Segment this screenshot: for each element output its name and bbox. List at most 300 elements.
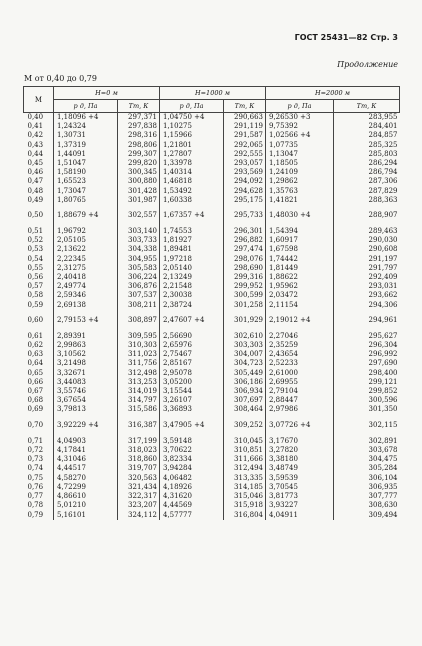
table-row — [24, 446, 400, 455]
table-row — [24, 255, 400, 264]
table-row — [24, 405, 400, 414]
temperature-cell: 306,876 — [118, 282, 160, 291]
column-m: М — [24, 87, 54, 113]
pressure-cell: 1,97218 — [160, 255, 224, 264]
pressure-cell: 3,48749 — [266, 464, 334, 473]
pressure-cell: 1,29862 — [266, 177, 334, 186]
pressure-cell: 3,70622 — [160, 446, 224, 455]
pressure-cell: 1,88622 — [266, 273, 334, 282]
temperature-cell: 322,317 — [118, 492, 160, 501]
pressure-cell: 2,22345 — [54, 255, 118, 264]
temperature-cell: 304,475 — [334, 455, 400, 464]
pressure-cell: 3,44083 — [54, 378, 118, 387]
temperature-cell: 311,023 — [118, 350, 160, 359]
pressure-cell: 1,88679 +4 — [54, 205, 118, 227]
temperature-cell: 294,961 — [334, 310, 400, 332]
temperature-cell: 309,252 — [224, 415, 266, 437]
temperature-cell: 301,350 — [334, 405, 400, 414]
temperature-cell: 287,306 — [334, 177, 400, 186]
temperature-cell: 293,031 — [334, 282, 400, 291]
pressure-cell: 1,41821 — [266, 196, 334, 205]
pressure-cell: 2,79104 — [266, 387, 334, 396]
temperature-cell: 299,307 — [118, 150, 160, 159]
temperature-cell: 299,121 — [334, 378, 400, 387]
temperature-cell: 295,175 — [224, 196, 266, 205]
pressure-cell: 1,96792 — [54, 227, 118, 236]
pressure-cell: 2,38724 — [160, 301, 224, 310]
pressure-cell: 2,19012 +4 — [266, 310, 334, 332]
pressure-cell: 1,81927 — [160, 236, 224, 245]
pressure-cell: 1,13047 — [266, 150, 334, 159]
temperature-cell: 308,897 — [118, 310, 160, 332]
pressure-cell: 1,35763 — [266, 187, 334, 196]
pressure-cell: 3,59148 — [160, 437, 224, 446]
table-row — [24, 159, 400, 168]
pressure-cell: 3,10562 — [54, 350, 118, 359]
temperature-cell: 298,806 — [118, 141, 160, 150]
pressure-cell: 1,74553 — [160, 227, 224, 236]
temperature-cell: 299,852 — [334, 387, 400, 396]
pressure-cell: 1,67598 — [266, 245, 334, 254]
temperature-cell: 318,860 — [118, 455, 160, 464]
pressure-cell: 3,70545 — [266, 483, 334, 492]
temperature-cell: 300,345 — [118, 168, 160, 177]
temperature-cell: 297,371 — [118, 113, 160, 123]
temperature-cell: 306,224 — [118, 273, 160, 282]
table-row — [24, 227, 400, 236]
mach-cell: 0,49 — [27, 195, 44, 204]
table-row — [24, 350, 400, 359]
pressure-cell: 3,17670 — [266, 437, 334, 446]
temperature-cell: 314,185 — [224, 483, 266, 492]
mach-cell: 0,63 — [27, 350, 44, 359]
temperature-cell: 304,338 — [118, 245, 160, 254]
pressure-cell: 2,89391 — [54, 332, 118, 341]
table-row — [24, 492, 400, 501]
mach-cell: 0,56 — [27, 273, 44, 282]
pressure-cell: 1,89481 — [160, 245, 224, 254]
pressure-cell: 1,48030 +4 — [266, 205, 334, 227]
mach-cell: 0,74 — [27, 464, 44, 473]
pressure-cell: 4,17841 — [54, 446, 118, 455]
temperature-cell: 291,197 — [334, 255, 400, 264]
temperature-cell: 310,045 — [224, 437, 266, 446]
table-row — [24, 387, 400, 396]
pressure-cell: 4,04911 — [266, 510, 334, 520]
pressure-cell: 4,58270 — [54, 474, 118, 483]
table-row — [24, 141, 400, 150]
table-row — [24, 131, 400, 140]
pressure-cell: 2,61000 — [266, 369, 334, 378]
mach-cell: 0,45 — [27, 159, 44, 168]
temperature-cell: 315,918 — [224, 501, 266, 510]
temperature-cell: 303,733 — [118, 236, 160, 245]
temperature-cell: 297,474 — [224, 245, 266, 254]
table-row — [24, 437, 400, 446]
pressure-cell: 2,65976 — [160, 341, 224, 350]
pressure-cell: 4,18926 — [160, 483, 224, 492]
temperature-cell: 305,583 — [118, 264, 160, 273]
temperature-cell: 298,690 — [224, 264, 266, 273]
pressure-cell: 2,99863 — [54, 341, 118, 350]
pressure-cell: 2,75467 — [160, 350, 224, 359]
temperature-cell: 305,284 — [334, 464, 400, 473]
pressure-cell: 2,40418 — [54, 273, 118, 282]
mach-cell: 0,78 — [27, 501, 44, 510]
temperature-cell: 291,119 — [224, 122, 266, 131]
pressure-cell: 5,01210 — [54, 501, 118, 510]
temperature-cell: 297,690 — [334, 359, 400, 368]
temperature-cell: 300,596 — [334, 396, 400, 405]
temperature-cell: 300,880 — [118, 177, 160, 186]
pressure-cell: 1,24324 — [54, 122, 118, 131]
pressure-cell: 2,11154 — [266, 301, 334, 310]
temperature-cell: 315,046 — [224, 492, 266, 501]
pressure-cell: 2,27046 — [266, 332, 334, 341]
table-row — [24, 464, 400, 473]
pressure-cell: 2,31275 — [54, 264, 118, 273]
temperature-cell: 306,104 — [334, 474, 400, 483]
temperature-cell: 302,115 — [334, 415, 400, 437]
pressure-cell: 2,13622 — [54, 245, 118, 254]
table-row — [24, 177, 400, 186]
pressure-cell: 2,43654 — [266, 350, 334, 359]
pressure-cell: 1,44091 — [54, 150, 118, 159]
pressure-cell: 2,05105 — [54, 236, 118, 245]
temperature-cell: 301,258 — [224, 301, 266, 310]
temperature-cell: 321,434 — [118, 483, 160, 492]
temperature-cell: 313,335 — [224, 474, 266, 483]
mach-cell: 0,47 — [27, 177, 44, 186]
temperature-cell: 305,449 — [224, 369, 266, 378]
temperature-cell: 302,891 — [334, 437, 400, 446]
pressure-cell: 2,52233 — [266, 359, 334, 368]
pressure-cell: 2,13249 — [160, 273, 224, 282]
temperature-cell: 308,211 — [118, 301, 160, 310]
pressure-cell: 3,36893 — [160, 405, 224, 414]
pressure-cell: 1,46818 — [160, 177, 224, 186]
temperature-cell: 308,630 — [334, 501, 400, 510]
mach-cell: 0,55 — [27, 263, 44, 272]
table-row — [24, 378, 400, 387]
temperature-cell: 310,851 — [224, 446, 266, 455]
temperature-cell: 296,301 — [224, 227, 266, 236]
pressure-cell: 3,94284 — [160, 464, 224, 473]
temperature-cell: 294,092 — [224, 177, 266, 186]
table-row — [24, 369, 400, 378]
mach-cell: 0,71 — [27, 436, 44, 445]
temperature-cell: 283,955 — [334, 113, 400, 123]
pressure-cell: 2,85167 — [160, 359, 224, 368]
temperature-cell: 314,019 — [118, 387, 160, 396]
pressure-cell: 1,40314 — [160, 168, 224, 177]
temperature-cell: 294,628 — [224, 187, 266, 196]
mach-cell: 0,54 — [27, 254, 44, 263]
temperature-cell: 298,076 — [224, 255, 266, 264]
temperature-cell: 302,610 — [224, 332, 266, 341]
column-p: p д, Па — [266, 100, 334, 113]
pressure-cell: 2,47607 +4 — [160, 310, 224, 332]
temperature-cell: 313,253 — [118, 378, 160, 387]
pressure-cell: 3,15544 — [160, 387, 224, 396]
temperature-cell: 324,112 — [118, 510, 160, 520]
pressure-cell: 3,26107 — [160, 396, 224, 405]
mach-cell: 0,77 — [27, 491, 44, 500]
pressure-cell: 1,15966 — [160, 131, 224, 140]
table-row — [24, 301, 400, 310]
mach-cell: 0,79 — [27, 510, 44, 519]
mach-cell: 0,50 — [27, 211, 44, 220]
temperature-cell: 286,294 — [334, 159, 400, 168]
temperature-cell: 290,663 — [224, 113, 266, 123]
pressure-cell: 4,31620 — [160, 492, 224, 501]
pressure-cell: 1,58190 — [54, 168, 118, 177]
pressure-cell: 3,79813 — [54, 405, 118, 414]
temperature-cell: 292,065 — [224, 141, 266, 150]
pressure-cell: 1,95962 — [266, 282, 334, 291]
table-row — [24, 236, 400, 245]
temperature-cell: 301,929 — [224, 310, 266, 332]
temperature-cell: 293,662 — [334, 291, 400, 300]
page-header: ГОСТ 25431—82 Стр. 3 — [294, 33, 398, 42]
column-t: Tт, К — [118, 100, 160, 113]
mach-cell: 0,70 — [27, 421, 44, 430]
table-row — [24, 483, 400, 492]
mach-cell: 0,68 — [27, 396, 44, 405]
pressure-cell: 1,18505 — [266, 159, 334, 168]
pressure-cell: 1,73047 — [54, 187, 118, 196]
pressure-cell: 2,03472 — [266, 291, 334, 300]
mach-cell: 0,57 — [27, 282, 44, 291]
table-row — [24, 196, 400, 205]
pressure-cell: 1,54394 — [266, 227, 334, 236]
temperature-cell: 297,838 — [118, 122, 160, 131]
pressure-cell: 2,69138 — [54, 301, 118, 310]
temperature-cell: 299,316 — [224, 273, 266, 282]
pressure-cell: 4,31046 — [54, 455, 118, 464]
mach-cell: 0,52 — [27, 236, 44, 245]
table-row — [24, 187, 400, 196]
temperature-cell: 293,057 — [224, 159, 266, 168]
pressure-cell: 2,56690 — [160, 332, 224, 341]
pressure-cell: 5,16101 — [54, 510, 118, 520]
column-p: p д, Па — [160, 100, 224, 113]
pressure-cell: 1,33978 — [160, 159, 224, 168]
temperature-cell: 304,955 — [118, 255, 160, 264]
pressure-cell: 9,75392 — [266, 122, 334, 131]
pressure-cell: 4,06482 — [160, 474, 224, 483]
temperature-cell: 289,463 — [334, 227, 400, 236]
pressure-cell: 1,60917 — [266, 236, 334, 245]
temperature-cell: 290,030 — [334, 236, 400, 245]
table-row — [24, 415, 400, 437]
temperature-cell: 302,557 — [118, 205, 160, 227]
pressure-cell: 4,57777 — [160, 510, 224, 520]
column-p: p д, Па — [54, 100, 118, 113]
pressure-cell: 2,05140 — [160, 264, 224, 273]
continuation-label: Продолжение — [337, 60, 398, 69]
pressure-cell: 2,30038 — [160, 291, 224, 300]
temperature-cell: 311,666 — [224, 455, 266, 464]
temperature-cell: 312,494 — [224, 464, 266, 473]
mach-cell: 0,73 — [27, 455, 44, 464]
temperature-cell: 291,587 — [224, 131, 266, 140]
pressure-cell: 2,95078 — [160, 369, 224, 378]
temperature-cell: 299,952 — [224, 282, 266, 291]
pressure-cell: 2,35259 — [266, 341, 334, 350]
temperature-cell: 307,537 — [118, 291, 160, 300]
temperature-cell: 311,756 — [118, 359, 160, 368]
pressure-cell: 1,51047 — [54, 159, 118, 168]
temperature-cell: 303,678 — [334, 446, 400, 455]
temperature-cell: 318,023 — [118, 446, 160, 455]
temperature-cell: 295,733 — [224, 205, 266, 227]
pressure-cell: 2,88447 — [266, 396, 334, 405]
table-row — [24, 264, 400, 273]
pressure-cell: 3,21498 — [54, 359, 118, 368]
mach-cell: 0,67 — [27, 387, 44, 396]
mach-cell: 0,65 — [27, 368, 44, 377]
temperature-cell: 306,935 — [334, 483, 400, 492]
pressure-cell: 4,86610 — [54, 492, 118, 501]
column-t: Tт, К — [334, 100, 400, 113]
pressure-cell: 1,24109 — [266, 168, 334, 177]
pressure-cell: 3,47905 +4 — [160, 415, 224, 437]
temperature-cell: 292,409 — [334, 273, 400, 282]
temperature-cell: 298,316 — [118, 131, 160, 140]
table-row — [24, 510, 400, 520]
pressure-cell: 9,26530 +3 — [266, 113, 334, 123]
mach-cell: 0,75 — [27, 473, 44, 482]
temperature-cell: 310,303 — [118, 341, 160, 350]
temperature-cell: 286,794 — [334, 168, 400, 177]
pressure-cell: 1,27807 — [160, 150, 224, 159]
pressure-cell: 1,60338 — [160, 196, 224, 205]
pressure-cell: 3,38180 — [266, 455, 334, 464]
mach-cell: 0,59 — [27, 300, 44, 309]
table-row — [24, 168, 400, 177]
temperature-cell: 298,400 — [334, 369, 400, 378]
pressure-cell: 1,18096 +4 — [54, 113, 118, 123]
temperature-cell: 307,697 — [224, 396, 266, 405]
temperature-cell: 293,569 — [224, 168, 266, 177]
temperature-cell: 307,777 — [334, 492, 400, 501]
mach-cell: 0,58 — [27, 291, 44, 300]
mach-cell: 0,69 — [27, 405, 44, 414]
table-row — [24, 273, 400, 282]
table-row — [24, 341, 400, 350]
temperature-cell: 320,563 — [118, 474, 160, 483]
pressure-cell: 2,21548 — [160, 282, 224, 291]
pressure-cell: 2,79153 +4 — [54, 310, 118, 332]
temperature-cell: 290,608 — [334, 245, 400, 254]
mach-cell: 0,72 — [27, 445, 44, 454]
table-row — [24, 474, 400, 483]
temperature-cell: 301,428 — [118, 187, 160, 196]
temperature-cell: 304,723 — [224, 359, 266, 368]
pressure-cell: 4,72299 — [54, 483, 118, 492]
pressure-cell: 4,44569 — [160, 501, 224, 510]
temperature-cell: 296,992 — [334, 350, 400, 359]
pressure-cell: 3,93227 — [266, 501, 334, 510]
mach-cell: 0,43 — [27, 140, 44, 149]
table-row — [24, 122, 400, 131]
pressure-cell: 2,59346 — [54, 291, 118, 300]
mach-cell: 0,44 — [27, 149, 44, 158]
pressure-cell: 1,07735 — [266, 141, 334, 150]
pressure-cell: 3,81773 — [266, 492, 334, 501]
pressure-cell: 1,21801 — [160, 141, 224, 150]
mach-cell: 0,64 — [27, 359, 44, 368]
mach-cell: 0,53 — [27, 245, 44, 254]
data-table — [23, 86, 400, 520]
pressure-cell: 1,80765 — [54, 196, 118, 205]
temperature-cell: 296,304 — [334, 341, 400, 350]
pressure-cell: 4,44517 — [54, 464, 118, 473]
temperature-cell: 303,140 — [118, 227, 160, 236]
temperature-cell: 300,599 — [224, 291, 266, 300]
pressure-cell: 1,74442 — [266, 255, 334, 264]
table-row — [24, 359, 400, 368]
column-h0: H=0 м — [54, 87, 160, 100]
temperature-cell: 319,707 — [118, 464, 160, 473]
pressure-cell: 4,04903 — [54, 437, 118, 446]
pressure-cell: 1,37319 — [54, 141, 118, 150]
mach-cell: 0,40 — [27, 113, 44, 121]
pressure-cell: 3,92229 +4 — [54, 415, 118, 437]
mach-cell: 0,51 — [27, 227, 44, 236]
mach-cell: 0,48 — [27, 186, 44, 195]
temperature-cell: 315,586 — [118, 405, 160, 414]
pressure-cell: 2,49774 — [54, 282, 118, 291]
mach-cell: 0,61 — [27, 331, 44, 340]
temperature-cell: 292,555 — [224, 150, 266, 159]
temperature-cell: 288,363 — [334, 196, 400, 205]
pressure-cell: 1,30731 — [54, 131, 118, 140]
temperature-cell: 316,804 — [224, 510, 266, 520]
temperature-cell: 306,934 — [224, 387, 266, 396]
temperature-cell: 285,803 — [334, 150, 400, 159]
pressure-cell: 1,65523 — [54, 177, 118, 186]
mach-cell: 0,60 — [27, 316, 44, 325]
table-body — [24, 113, 400, 521]
table-row — [24, 113, 400, 123]
temperature-cell: 308,464 — [224, 405, 266, 414]
temperature-cell: 288,907 — [334, 205, 400, 227]
range-label: М от 0,40 до 0,79 — [24, 74, 97, 83]
pressure-cell: 1,10275 — [160, 122, 224, 131]
pressure-cell: 3,59539 — [266, 474, 334, 483]
mach-cell: 0,46 — [27, 168, 44, 177]
temperature-cell: 285,325 — [334, 141, 400, 150]
temperature-cell: 291,797 — [334, 264, 400, 273]
mach-cell: 0,62 — [27, 341, 44, 350]
mach-cell: 0,66 — [27, 377, 44, 386]
temperature-cell: 314,797 — [118, 396, 160, 405]
pressure-cell: 2,97986 — [266, 405, 334, 414]
temperature-cell: 304,007 — [224, 350, 266, 359]
temperature-cell: 284,857 — [334, 131, 400, 140]
pressure-cell: 1,53492 — [160, 187, 224, 196]
temperature-cell: 295,627 — [334, 332, 400, 341]
table-row — [24, 282, 400, 291]
table-row — [24, 150, 400, 159]
pressure-cell: 1,02566 +4 — [266, 131, 334, 140]
temperature-cell: 296,882 — [224, 236, 266, 245]
pressure-cell: 1,67357 +4 — [160, 205, 224, 227]
pressure-cell: 3,07726 +4 — [266, 415, 334, 437]
temperature-cell: 309,494 — [334, 510, 400, 520]
